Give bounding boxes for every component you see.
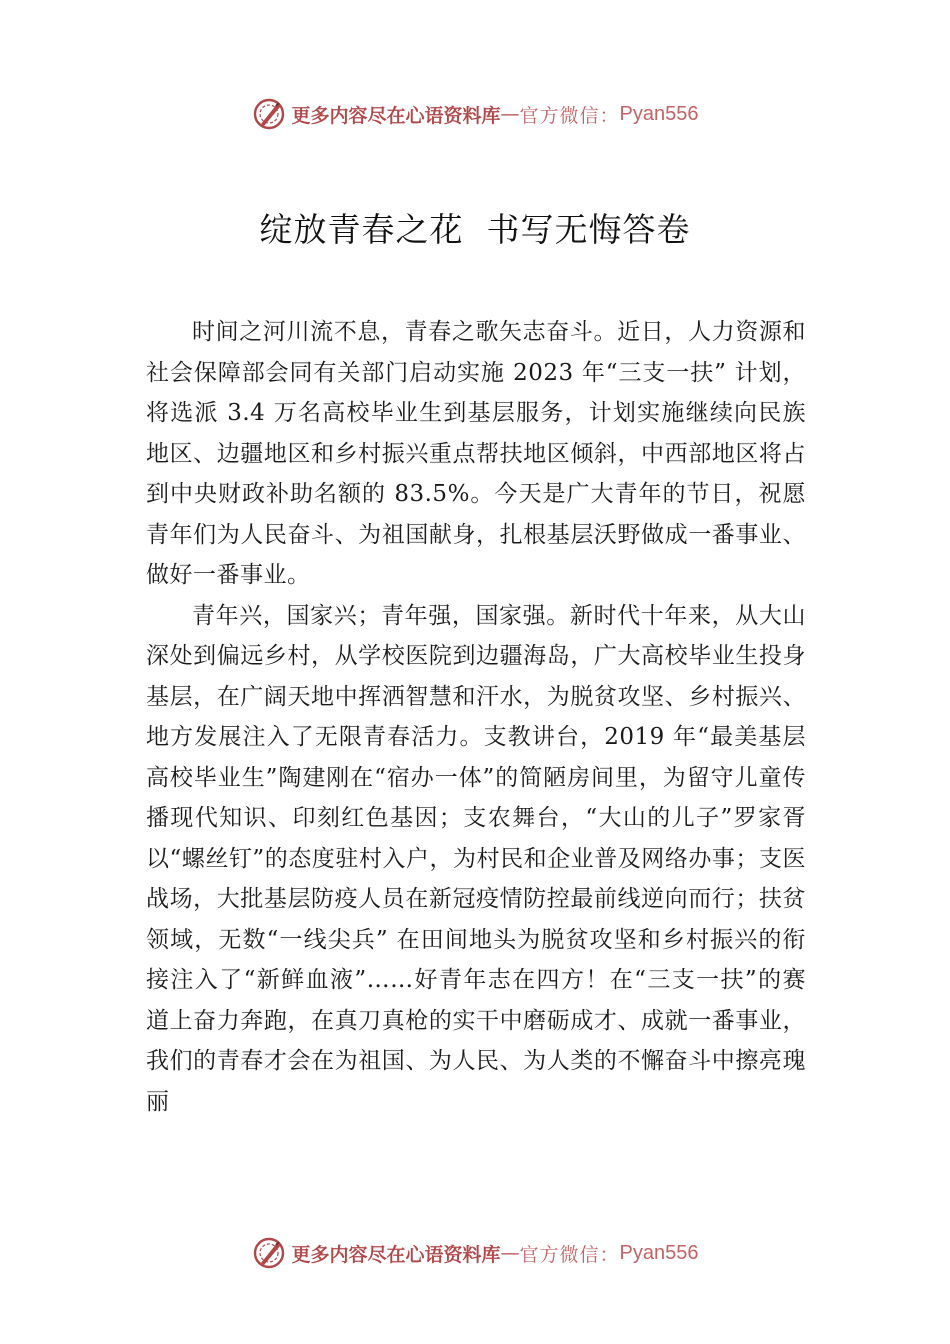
- banner-wechat-id: Pyan556: [619, 102, 699, 125]
- banner-wechat-id: Pyan556: [619, 1241, 699, 1264]
- document-body: [146, 312, 806, 1122]
- banner-official-label: 官方微信：: [519, 1243, 620, 1266]
- footer-banner: [0, 1233, 950, 1273]
- document-title: 绽放青春之花 书写无悔答卷: [259, 210, 691, 249]
- banner-separator: —: [500, 1242, 520, 1264]
- quill-pen-logo-icon: [252, 1236, 286, 1270]
- banner-brand-text: 更多内容尽在心语资料库: [291, 104, 501, 127]
- banner-official-label: 官方微信：: [519, 104, 620, 127]
- banner-brand-text: 更多内容尽在心语资料库: [291, 1243, 501, 1266]
- banner-separator: —: [500, 103, 520, 125]
- body-paragraph: 时间之河川流不息，青春之歌矢志奋斗。近日，人力资源和社会保障部会同有关部门启动实施 2023 年“三支一扶” 计划，将选派 3.4 万名高校毕业生到基层服务，计划实施继续向民族地区、边疆地区和乡村振兴重点帮扶地区倾斜，中西部地区将占到中央财政补助名额的 83.5%。今天是广大青年的节日，祝愿青年们为人民奋斗、为祖国献身，扎根基层沃野做成一番事业、做好一番事业。: [146, 319, 806, 588]
- quill-pen-logo-icon: [252, 97, 286, 131]
- header-banner: [0, 94, 950, 134]
- body-paragraph: 青年兴，国家兴；青年强，国家强。新时代十年来，从大山深处到偏远乡村，从学校医院到边疆海岛，广大高校毕业生投身基层，在广阔天地中挥洒智慧和汗水，为脱贫攻坚、乡村振兴、地方发展注入了无限青春活力。支教讲台，2019 年“最美基层高校毕业生”陶建刚在“宿办一体”的简陋房间里，为留守儿童传播现代知识、印刻红色基因；支农舞台，“大山的儿子”罗家胥以“螺丝钉”的态度驻村入户，为村民和企业普及网络办事；支医战场，大批基层防疫人员在新冠疫情防控最前线逆向而行；扶贫领域，无数“一线尖兵” 在田间地头为脱贫攻坚和乡村振兴的衔接注入了“新鲜血液”……好青年志在四方！在“三支一扶”的赛道上奋力奔跑，在真刀真枪的实干中磨砺成才、成就一番事业，我们的青春才会在为祖国、为人民、为人类的不懈奋斗中擦亮瑰丽: [146, 602, 806, 1115]
